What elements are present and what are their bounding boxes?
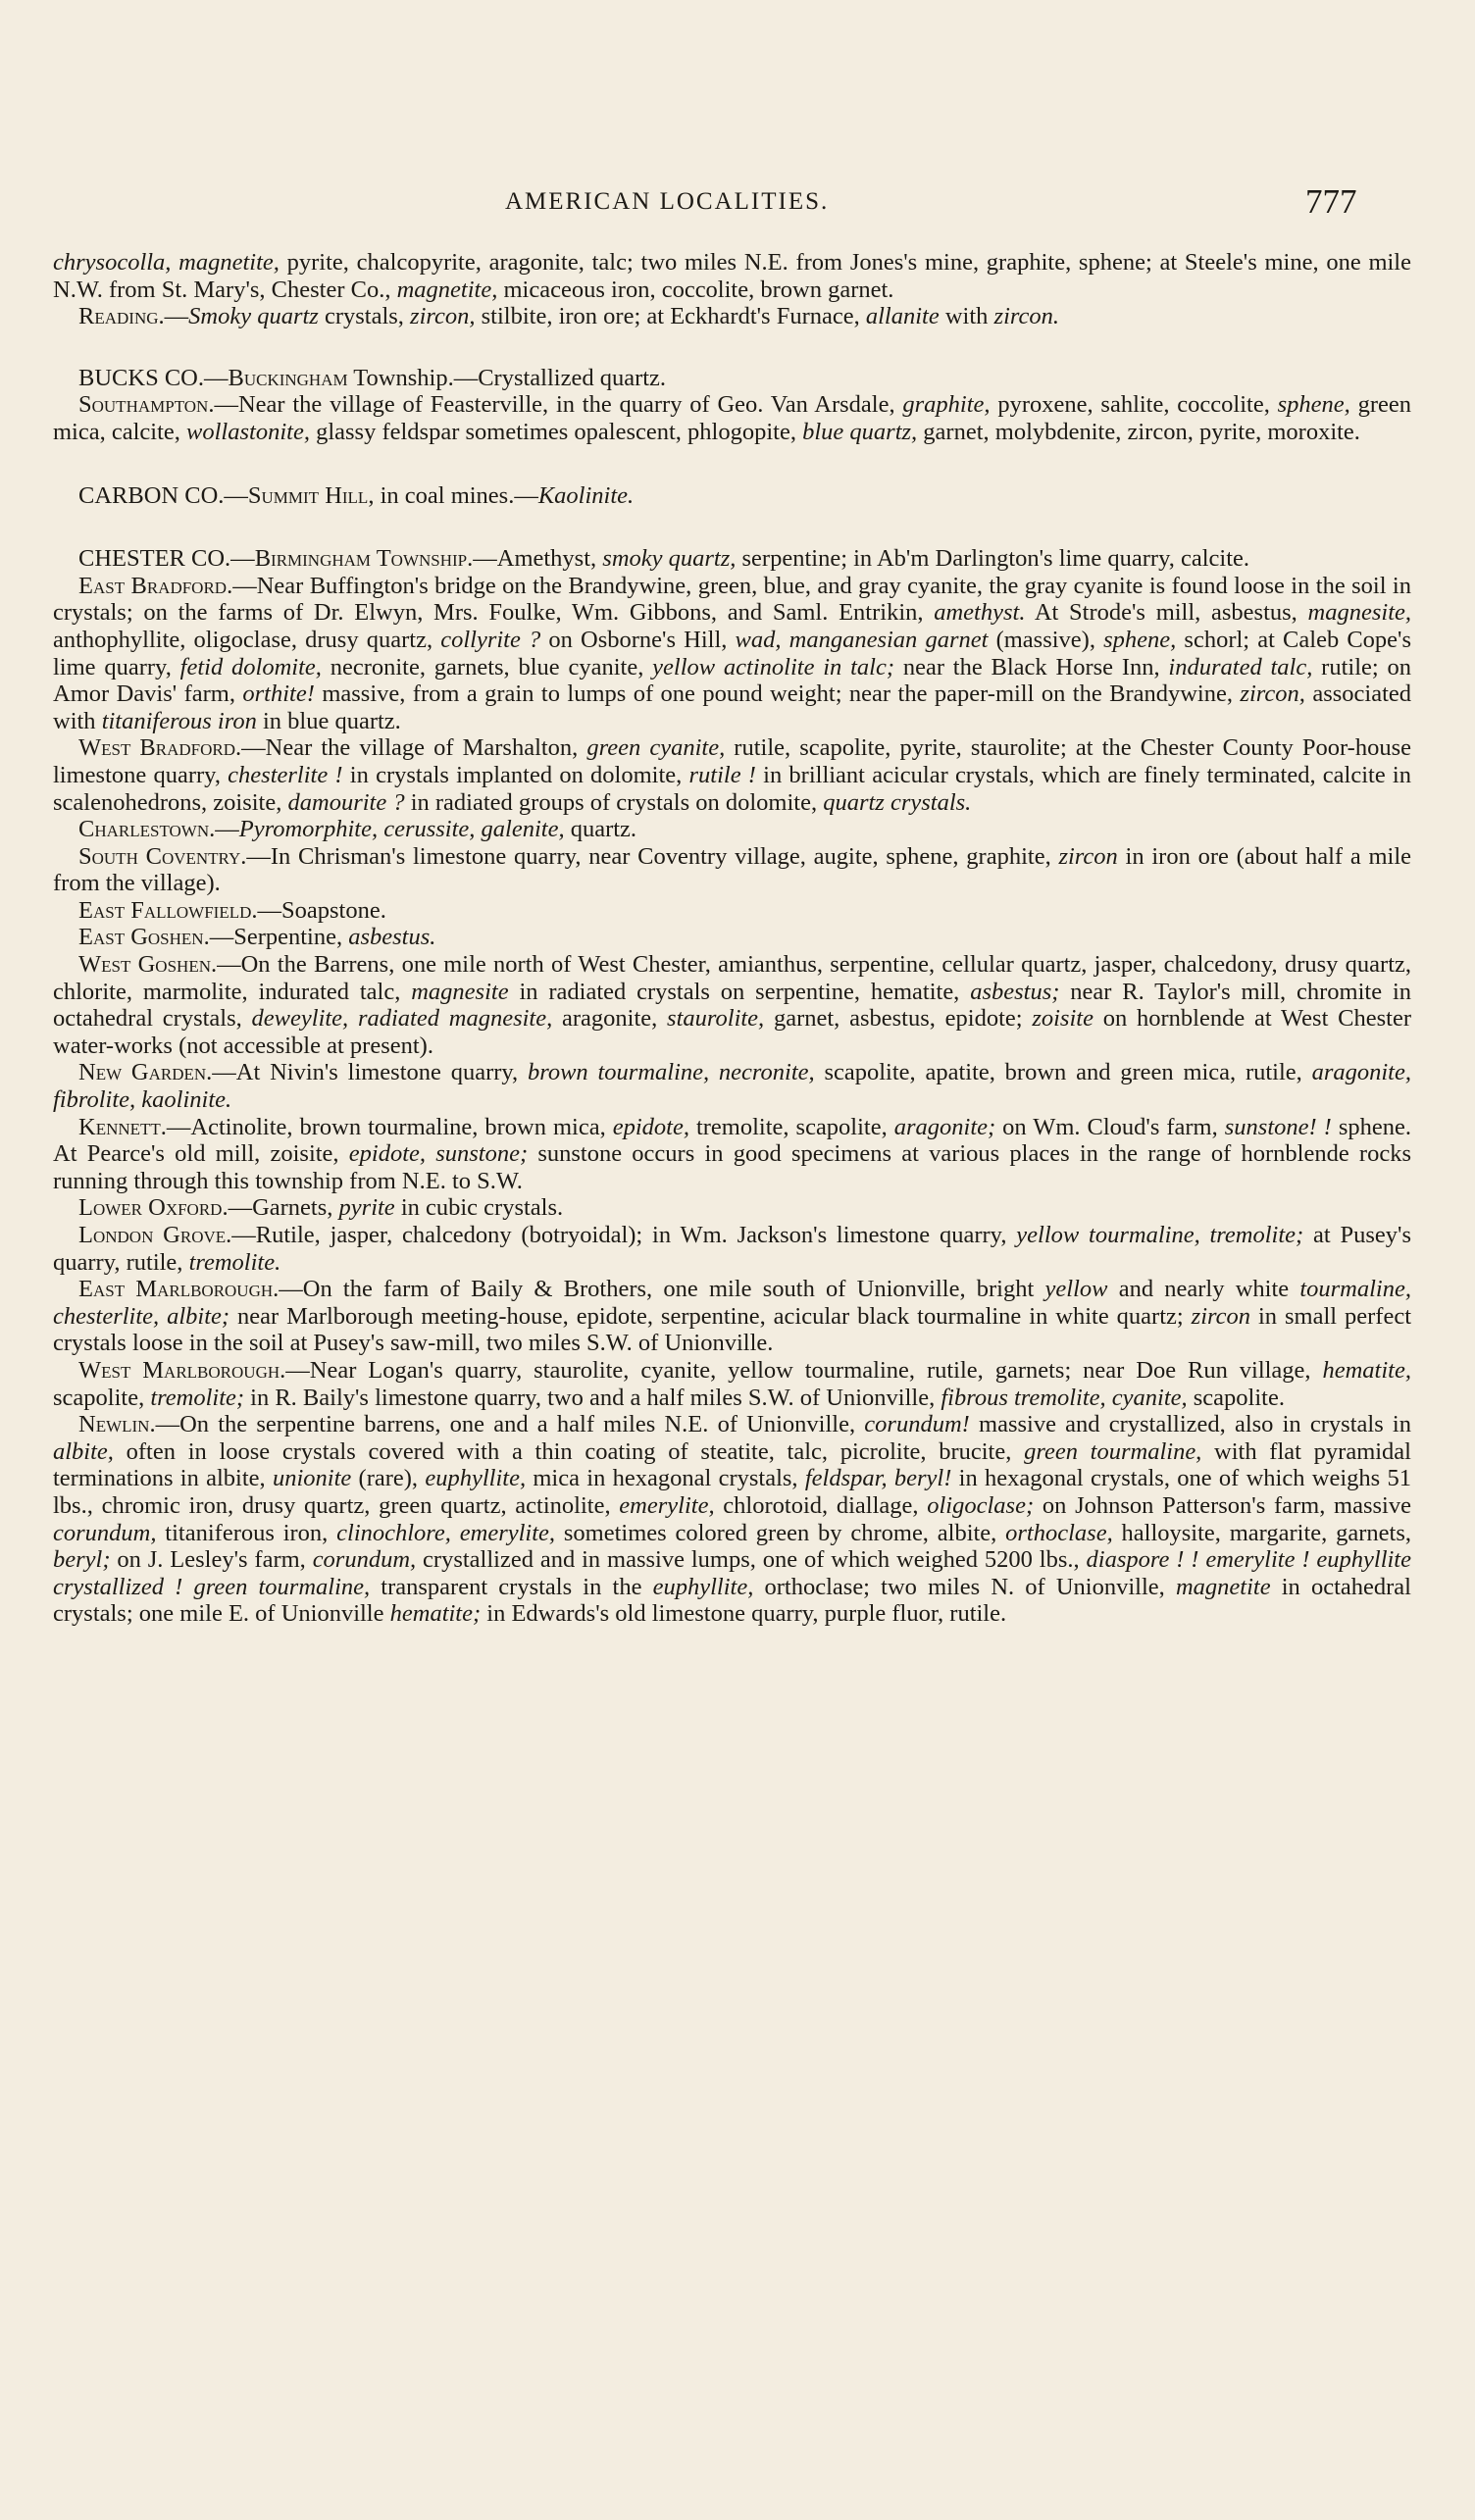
mineral-name: corundum,	[312, 1546, 417, 1574]
locality-paragraph	[53, 1114, 1411, 1195]
text-run: on Osborne's Hill,	[540, 626, 736, 653]
mineral-name: yellow	[1044, 1276, 1108, 1303]
text-run: —On the Barrens, one mile north of West Chester, amianthus, serpentine, cellular quartz, jasper, chalcedony, drusy quartz, chlorite, marmolite, indurated talc,	[53, 951, 1411, 1005]
mineral-name: fetid dolomite,	[179, 653, 322, 680]
mineral-name: albite,	[53, 1437, 114, 1465]
text-run: scapolite.	[1187, 1384, 1285, 1411]
text-run: (massive),	[988, 626, 1104, 653]
text-run: rutile; on Amor Davis' farm,	[53, 653, 1412, 708]
mineral-name: yellow actinolite in talc;	[652, 653, 895, 680]
text-run: —Soapstone.	[257, 896, 386, 924]
text-run: —On the serpentine barrens, one and a half miles N.E. of Unionville,	[155, 1411, 865, 1438]
locality-paragraph	[53, 1059, 1411, 1113]
locality-name: Charlestown.	[78, 816, 216, 843]
page-number: 777	[1305, 182, 1357, 221]
locality-paragraph	[53, 816, 1411, 843]
text-run: —On the farm of Baily & Brothers, one mile south of Unionville, bright	[279, 1276, 1045, 1303]
mineral-name: indurated talc,	[1168, 653, 1313, 680]
locality-paragraph	[53, 573, 1411, 735]
locality-paragraph	[53, 1357, 1411, 1411]
mineral-name: emerylite,	[619, 1491, 715, 1519]
text-run: on Johnson Patterson's farm, massive	[1034, 1491, 1411, 1519]
mineral-name: sunstone! !	[1224, 1113, 1332, 1140]
text-run: on J. Lesley's farm,	[110, 1546, 313, 1574]
text-run: in iron ore (about half a mile from the village).	[53, 842, 1411, 897]
text-run: in radiated crystals on serpentine, hematite,	[508, 978, 971, 1005]
text-run: garnet, asbestus, epidote;	[764, 1005, 1033, 1033]
text-run: scapolite, apatite, brown and green mica, rutile,	[814, 1059, 1312, 1086]
mineral-name: zoisite	[1032, 1005, 1094, 1033]
text-run: titaniferous iron,	[156, 1519, 337, 1546]
text-run: —Near the village of Feasterville, in the quarry of Geo. Van Arsdale,	[214, 391, 903, 419]
text-run: associated with	[53, 680, 1411, 734]
text-run: pyrite, chalcopyrite, aragonite, talc; two miles N.E. from Jones's mine, graphite, sphene; at Steele's mine, one mile N.W. from St. Mary's, Chester Co.,	[53, 249, 1411, 303]
mineral-name: magnetite	[1175, 1573, 1271, 1600]
text-run: transparent crystals in the	[370, 1573, 653, 1600]
text-run: at Pusey's quarry, rutile,	[53, 1222, 1412, 1276]
mineral-name: yellow tourmaline, tremolite;	[1016, 1222, 1304, 1248]
text-run: pyroxene, sahlite, coccolite,	[990, 391, 1278, 419]
mineral-name: green cyanite,	[586, 734, 726, 762]
locality-name: South Coventry.	[78, 842, 247, 870]
mineral-name: fibrous tremolite, cyanite,	[941, 1384, 1188, 1411]
text-run: CARBON CO.—	[78, 481, 248, 509]
mineral-name: oligoclase;	[927, 1491, 1035, 1519]
locality-name: East Fallowfield.	[78, 896, 258, 924]
text-run: massive, from a grain to lumps of one pound weight; near the paper-mill on the Brandywine,	[314, 680, 1241, 708]
locality-paragraph	[53, 924, 1411, 951]
text-run: crystallized and in massive lumps, one of which weighed 5200 lbs.,	[416, 1546, 1087, 1574]
locality-paragraph	[53, 1194, 1411, 1222]
county-heading-paragraph	[53, 365, 1411, 392]
locality-name: Reading.	[78, 303, 165, 330]
text-run: in small perfect crystals loose in the soil at Pusey's saw-mill, two miles S.W. of Unionville.	[53, 1302, 1412, 1357]
text-run: in octahedral crystals; one mile E. of Unionville	[53, 1573, 1411, 1628]
mineral-name: euphyllite,	[425, 1465, 527, 1492]
text-run: garnet, molybdenite, zircon, pyrite, moroxite.	[917, 418, 1360, 445]
text-run: —Near Buffington's bridge on the Brandywine, green, blue, and gray cyanite, the gray cyanite is found loose in the soil in crystals; on the farms of Dr. Elwyn, Mrs. Foulke, Wm. Gibbons, and Saml. Entrikin,	[53, 572, 1411, 627]
text-run: glassy feldspar sometimes opalescent, phlogopite,	[309, 418, 803, 445]
text-run: in hexagonal crystals, one of which weighs 51 lbs., chromic iron, drusy quartz, green quartz, actinolite,	[53, 1465, 1411, 1519]
mineral-name: wollastonite,	[186, 418, 310, 445]
text-run: with flat pyramidal terminations in albite,	[53, 1437, 1411, 1492]
text-run: —In Chrisman's limestone quarry, near Coventry village, augite, sphene, graphite,	[246, 842, 1059, 870]
text-run: sometimes colored green by chrome, albite,	[555, 1519, 1006, 1546]
mineral-name: green tourmaline,	[1024, 1437, 1202, 1465]
locality-name: East Bradford.	[78, 572, 233, 599]
text-run: At Strode's mill, asbestus,	[1025, 599, 1308, 627]
mineral-name: amethyst.	[934, 599, 1026, 627]
text-run: on hornblende at West Chester water-works (not accessible at present).	[53, 1005, 1412, 1059]
text-run: green mica, calcite,	[53, 391, 1411, 445]
locality-paragraph	[53, 734, 1411, 816]
mineral-name: zircon	[1058, 842, 1118, 870]
text-run: aragonite,	[552, 1005, 668, 1033]
mineral-name: smoky quartz,	[602, 545, 737, 573]
locality-name: West Marlborough.	[78, 1356, 286, 1384]
text-run: tremolite, scapolite,	[688, 1113, 894, 1140]
locality-paragraph	[53, 1411, 1411, 1628]
mineral-name: aragonite;	[893, 1113, 996, 1140]
page-header	[0, 182, 1475, 231]
mineral-name: magnetite,	[396, 276, 498, 303]
mineral-name: asbestus;	[970, 978, 1060, 1005]
locality-paragraph	[53, 249, 1411, 303]
text-run: micaceous iron, coccolite, brown garnet.	[497, 276, 894, 303]
county-heading-paragraph	[53, 482, 1411, 510]
text-run: near R. Taylor's mill, chromite in octahedral crystals,	[53, 978, 1412, 1033]
text-run: and nearly white	[1107, 1276, 1300, 1303]
mineral-name: corundum,	[53, 1519, 157, 1546]
mineral-name: zircon	[1191, 1302, 1250, 1330]
mineral-name: corundum!	[864, 1411, 970, 1438]
text-run: —Serpentine,	[209, 924, 349, 951]
mineral-name: Kaolinite.	[537, 481, 635, 509]
text-run: —Garnets,	[228, 1194, 339, 1222]
mineral-name: orthite!	[242, 680, 315, 708]
mineral-name: asbestus.	[348, 924, 436, 951]
mineral-name: beryl;	[53, 1546, 111, 1574]
locality-name: Buckingham	[228, 364, 348, 391]
body-text	[53, 249, 1411, 1628]
mineral-name: tremolite.	[188, 1248, 281, 1276]
mineral-name: hematite;	[389, 1600, 482, 1628]
mineral-name: Smoky quartz	[188, 303, 319, 330]
text-run: —Amethyst,	[473, 545, 603, 573]
mineral-name: quartz crystals.	[823, 788, 972, 816]
mineral-name: chesterlite !	[228, 761, 343, 788]
text-run: BUCKS CO.—	[78, 364, 229, 391]
mineral-name: blue quartz,	[802, 418, 918, 445]
locality-paragraph	[53, 303, 1411, 330]
locality-paragraph	[53, 843, 1411, 897]
mineral-name: pyrite	[338, 1194, 395, 1222]
mineral-name: hematite,	[1322, 1356, 1411, 1384]
text-run: massive and crystallized, also in crystals in	[969, 1411, 1411, 1438]
text-run: sphene. At Pearce's old mill, zoisite,	[53, 1113, 1411, 1168]
text-run: —At Nivin's limestone quarry,	[212, 1059, 528, 1086]
locality-name: Southampton.	[78, 391, 215, 419]
text-run: in blue quartz.	[256, 707, 401, 734]
text-run: crystals,	[318, 303, 411, 330]
text-run: in Edwards's old limestone quarry, purple fluor, rutile.	[481, 1600, 1007, 1628]
mineral-name: tremolite;	[150, 1384, 245, 1411]
mineral-name: chrysocolla, magnetite,	[53, 249, 280, 276]
mineral-name: rutile !	[688, 761, 756, 788]
running-title: AMERICAN LOCALITIES.	[505, 188, 830, 215]
text-run: on Wm. Cloud's farm,	[995, 1113, 1225, 1140]
mineral-name: epidote, sunstone;	[348, 1140, 529, 1168]
text-run: schorl; at Caleb Cope's lime quarry,	[53, 626, 1412, 680]
mineral-name: zircon,	[1240, 680, 1305, 708]
locality-paragraph	[53, 1222, 1411, 1276]
mineral-name: sphene,	[1103, 626, 1177, 653]
mineral-name: clinochlore, emerylite,	[336, 1519, 556, 1546]
county-heading-paragraph	[53, 545, 1411, 573]
mineral-name: aragonite, fibrolite, kaolinite.	[53, 1059, 1411, 1114]
mineral-name: allanite	[865, 303, 940, 330]
text-run: —	[215, 816, 239, 843]
locality-name: New Garden.	[78, 1059, 213, 1086]
text-run: stilbite, iron ore; at Eckhardt's Furnace,	[475, 303, 866, 330]
mineral-name: magnesite	[411, 978, 509, 1005]
mineral-name: unionite	[272, 1465, 352, 1492]
text-run: necronite, garnets, blue cyanite,	[321, 653, 653, 680]
text-run: often in loose crystals covered with a thin coating of steatite, talc, picrolite, brucite,	[113, 1437, 1025, 1465]
locality-paragraph	[53, 897, 1411, 925]
locality-name: Newlin.	[78, 1411, 156, 1438]
text-run: mica in hexagonal crystals,	[526, 1465, 805, 1492]
mineral-name: damourite ?	[287, 788, 405, 816]
locality-name: East Marlborough.	[78, 1276, 280, 1303]
locality-name: West Bradford.	[78, 734, 242, 762]
locality-paragraph	[53, 1276, 1411, 1357]
text-run: in cubic crystals.	[394, 1194, 564, 1222]
mineral-name: tourmaline, chesterlite, albite;	[53, 1276, 1411, 1330]
mineral-name: magnesite,	[1307, 599, 1411, 627]
text-run: chlorotoid, diallage,	[714, 1491, 928, 1519]
text-run: in R. Baily's limestone quarry, two and a half miles S.W. of Unionville,	[244, 1384, 941, 1411]
locality-paragraph	[53, 391, 1411, 445]
locality-name: Lower Oxford.	[78, 1194, 229, 1222]
text-run: CHESTER CO.—	[78, 545, 255, 573]
mineral-name: orthoclase,	[1005, 1519, 1113, 1546]
text-run: sunstone occurs in good specimens at various places in the range of hornblende rocks running through this township from N.E. to S.W.	[53, 1140, 1411, 1194]
mineral-name: Pyromorphite, cerussite, galenite,	[238, 816, 565, 843]
text-run: halloysite, margarite, garnets,	[1112, 1519, 1411, 1546]
mineral-name: feldspar, beryl!	[804, 1465, 952, 1492]
mineral-name: sphene,	[1277, 391, 1350, 419]
mineral-name: titaniferous iron	[101, 707, 257, 734]
text-run: rutile, scapolite, pyrite, staurolite; at the Chester County Poor-house limestone quarry,	[53, 734, 1411, 788]
locality-name: East Goshen.	[78, 924, 210, 951]
text-run: in radiated groups of crystals on dolomite,	[404, 788, 824, 816]
text-run: quartz.	[564, 816, 637, 843]
text-run: (rare),	[351, 1465, 426, 1492]
text-run: in coal mines.—	[374, 481, 538, 509]
text-run: —	[164, 303, 189, 330]
mineral-name: euphyllite,	[652, 1573, 754, 1600]
text-run: anthophyllite, oligoclase, drusy quartz,	[53, 626, 441, 653]
mineral-name: graphite,	[902, 391, 991, 419]
locality-name: Birmingham Township.	[254, 545, 474, 573]
text-run: —Actinolite, brown tourmaline, brown mica,	[166, 1113, 613, 1140]
mineral-name: zircon,	[410, 303, 476, 330]
mineral-name: wad, manganesian garnet	[735, 626, 989, 653]
locality-name: West Goshen.	[78, 951, 218, 979]
text-run: serpentine; in Ab'm Darlington's lime quarry, calcite.	[736, 545, 1250, 573]
locality-name: Kennett.	[78, 1113, 167, 1140]
mineral-name: deweylite, radiated magnesite,	[251, 1005, 553, 1033]
mineral-name: brown tourmaline, necronite,	[527, 1059, 815, 1086]
text-run: in crystals implanted on dolomite,	[342, 761, 689, 788]
mineral-name: diaspore ! ! emerylite ! euphyllite crystallized ! green tourmaline,	[53, 1546, 1411, 1600]
mineral-name: zircon.	[993, 303, 1059, 330]
text-run: near the Black Horse Inn,	[894, 653, 1169, 680]
text-run: scapolite,	[53, 1384, 151, 1411]
text-run: near Marlborough meeting-house, epidote, serpentine, acicular black tourmaline in white quartz;	[229, 1302, 1192, 1330]
locality-paragraph	[53, 951, 1411, 1059]
mineral-name: staurolite,	[667, 1005, 765, 1033]
locality-name: Summit Hill,	[247, 481, 375, 509]
mineral-name: collyrite ?	[440, 626, 541, 653]
text-run: orthoclase; two miles N. of Unionville,	[753, 1573, 1176, 1600]
text-run: —Rutile, jasper, chalcedony (botryoidal); in Wm. Jackson's limestone quarry,	[231, 1222, 1017, 1248]
mineral-name: epidote,	[612, 1113, 689, 1140]
text-run: —Near the village of Marshalton,	[241, 734, 587, 762]
locality-name: London Grove.	[78, 1222, 232, 1248]
text-run: Township.—Crystallized quartz.	[347, 364, 667, 391]
text-run: in brilliant acicular crystals, which are finely terminated, calcite in scalenohedrons, zoisite,	[53, 761, 1411, 816]
text-run: —Near Logan's quarry, staurolite, cyanite, yellow tourmaline, rutile, garnets; near Doe Run village,	[285, 1356, 1323, 1384]
text-run: with	[939, 303, 994, 330]
